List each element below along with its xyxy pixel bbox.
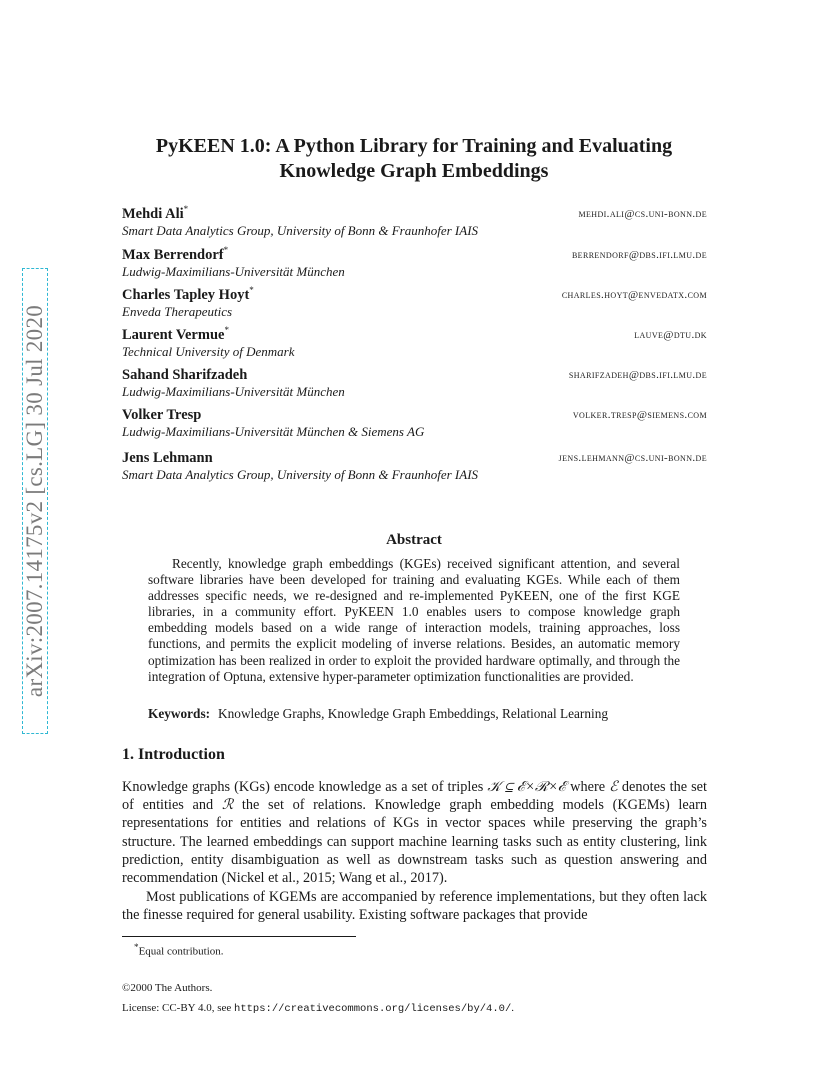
abstract-text: Recently, knowledge graph embeddings (KGEs) received significant attention, and several software libraries have been developed for training and evaluating KGEs. While each of them addresses specific needs, we re-designed and re-implemented PyKEEN, one of the first KGE libraries, in a community effort. PyKEEN 1.0 enables users to compose knowledge graph embedding models based on a wide range of interaction models, training approaches, loss functions, and permits the explicit modeling of inverse relations. Besides, an automatic memory optimization has been realized in order to exploit the provided hardware optimally, and through the integration of Optuna, extensive hyper-parameter optimization functionalities are provided. — [148, 556, 680, 684]
author-affiliation: Smart Data Analytics Group, University of Bonn & Fraunhofer IAIS — [122, 223, 479, 238]
abstract-heading: Abstract — [386, 532, 442, 548]
keywords-label: Keywords: — [148, 706, 211, 721]
copyright-notice: ©2000 The Authors. — [122, 982, 213, 994]
triple-set-math: 𝒦 ⊆ ℰ×ℛ×ℰ — [487, 779, 567, 795]
author-email[interactable]: mehdi.ali@cs.uni-bonn.de — [578, 208, 707, 220]
author-email[interactable]: volker.tresp@siemens.com — [572, 409, 707, 421]
intro-paragraph-1: Knowledge graphs (KGs) encode knowledge as a set of triples 𝒦 ⊆ ℰ×ℛ×ℰ where ℰ denotes the set of entities and ℛ the set of relations. Knowledge graph embedding models (KGEMs) learn representations for entities and relations of KGs in vector spaces while preserving the graph’s structure. The learned embeddings can support machine learning tasks such as entity clustering, link prediction, entity disambiguation as well as downstream tasks such as question answering and recommendation (Nickel et al., 2015; Wang et al., 2017). — [122, 779, 708, 887]
keywords-list: Knowledge Graphs, Knowledge Graph Embeddings, Relational Learning — [218, 706, 608, 721]
author-affiliation: Smart Data Analytics Group, University of Bonn & Fraunhofer IAIS — [122, 467, 479, 482]
author-email[interactable]: charles.hoyt@envedatx.com — [561, 289, 707, 301]
author-name: Mehdi Ali* — [122, 204, 189, 222]
paper-title — [100, 134, 728, 184]
author-name: Charles Tapley Hoyt* — [122, 285, 254, 303]
author-affiliation: Ludwig-Maximilians-Universität München — [122, 264, 345, 279]
keywords-line — [148, 706, 688, 722]
author-affiliation: Ludwig-Maximilians-Universität München — [122, 384, 345, 399]
section-heading-introduction: 1. Introduction — [122, 746, 225, 763]
author-affiliation: Technical University of Denmark — [122, 344, 295, 359]
license-notice: License: CC-BY 4.0, see https://creativecommons.org/licenses/by/4.0/. — [122, 1002, 515, 1015]
author-email[interactable]: lauve@dtu.dk — [634, 329, 707, 341]
footnote-rule — [122, 936, 356, 937]
author-affiliation: Enveda Therapeutics — [122, 304, 233, 319]
author-name: Sahand Sharifzadeh — [122, 367, 248, 383]
author-email[interactable]: berrendorf@dbs.ifi.lmu.de — [571, 249, 707, 261]
title-line-1: PyKEEN 1.0: A Python Library for Training and Evaluating — [155, 135, 673, 157]
author-name: Laurent Vermue* — [122, 325, 229, 343]
author-name: Max Berrendorf* — [122, 245, 229, 263]
license-link[interactable]: https://creativecommons.org/licenses/by/4.0/ — [234, 1003, 512, 1015]
author-affiliation: Ludwig-Maximilians-Universität München & Siemens AG — [122, 424, 425, 439]
arxiv-sidebar — [18, 268, 52, 734]
arxiv-identifier: arXiv:2007.14175v2 [cs.LG] 30 Jul 2020 — [22, 304, 47, 698]
author-name: Jens Lehmann — [122, 450, 213, 466]
author-email[interactable]: jens.lehmann@cs.uni-bonn.de — [558, 452, 707, 464]
author-name: Volker Tresp — [122, 407, 202, 423]
title-line-2: Knowledge Graph Embeddings — [279, 160, 549, 182]
footnote-equal-contribution: *Equal contribution. — [134, 942, 224, 958]
author-email[interactable]: sharifzadeh@dbs.ifi.lmu.de — [568, 369, 707, 381]
intro-paragraph-2: Most publications of KGEMs are accompanied by reference implementations, but they often lack the finesse required for general usability. Existing software packages that provide — [122, 889, 707, 924]
